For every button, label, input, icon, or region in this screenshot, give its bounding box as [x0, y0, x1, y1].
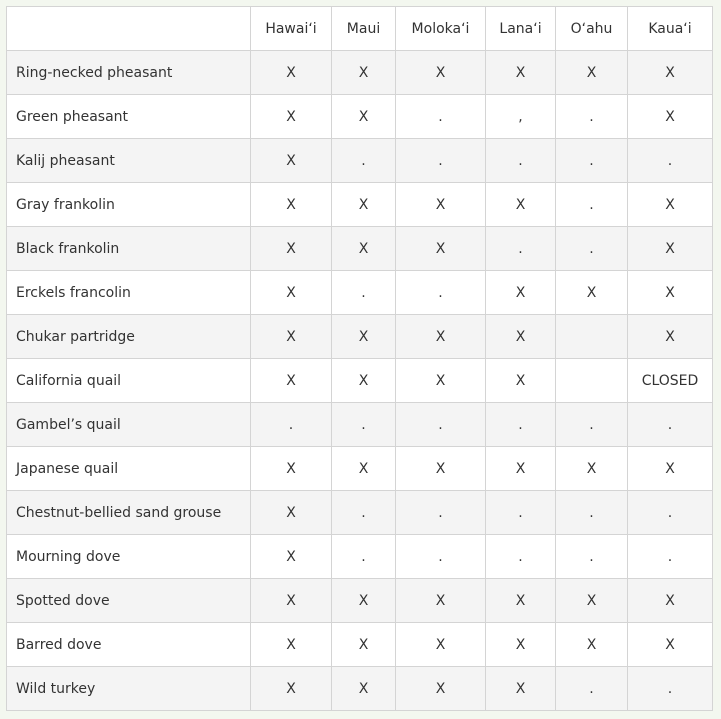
status-cell-kauai: X: [628, 227, 713, 271]
status-cell-maui: .: [332, 491, 396, 535]
status-cell-kauai: X: [628, 447, 713, 491]
status-cell-lanai: .: [486, 535, 556, 579]
species-name-cell: California quail: [7, 359, 251, 403]
status-cell-hawaii: X: [251, 227, 332, 271]
status-cell-hawaii: X: [251, 535, 332, 579]
status-cell-lanai: ,: [486, 95, 556, 139]
status-cell-hawaii: X: [251, 183, 332, 227]
status-cell-lanai: X: [486, 183, 556, 227]
status-cell-maui: X: [332, 359, 396, 403]
status-cell-hawaii: X: [251, 623, 332, 667]
species-name-cell: Black frankolin: [7, 227, 251, 271]
status-cell-kauai: X: [628, 315, 713, 359]
status-cell-oahu: X: [556, 623, 628, 667]
status-cell-lanai: X: [486, 447, 556, 491]
status-cell-kauai: .: [628, 491, 713, 535]
status-cell-hawaii: X: [251, 359, 332, 403]
status-cell-oahu: .: [556, 403, 628, 447]
species-name-cell: Wild turkey: [7, 667, 251, 711]
status-cell-oahu: .: [556, 183, 628, 227]
species-name-cell: Ring-necked pheasant: [7, 51, 251, 95]
status-cell-kauai: X: [628, 95, 713, 139]
status-cell-kauai: .: [628, 139, 713, 183]
header-cell-kauai: Kauaʻi: [628, 7, 713, 51]
status-cell-molokai: .: [396, 139, 486, 183]
status-cell-kauai: X: [628, 623, 713, 667]
header-cell-maui: Maui: [332, 7, 396, 51]
status-cell-oahu: [556, 359, 628, 403]
status-cell-oahu: .: [556, 491, 628, 535]
status-cell-molokai: X: [396, 579, 486, 623]
status-cell-oahu: X: [556, 447, 628, 491]
status-cell-molokai: X: [396, 359, 486, 403]
status-cell-lanai: X: [486, 667, 556, 711]
game-bird-island-table: [6, 6, 713, 711]
status-cell-kauai: CLOSED: [628, 359, 713, 403]
table-row: [7, 271, 713, 315]
status-cell-molokai: X: [396, 447, 486, 491]
status-cell-maui: .: [332, 271, 396, 315]
table-body: [7, 51, 713, 711]
table-row: [7, 51, 713, 95]
status-cell-molokai: X: [396, 623, 486, 667]
status-cell-maui: X: [332, 623, 396, 667]
status-cell-hawaii: X: [251, 51, 332, 95]
table-row: [7, 227, 713, 271]
header-cell-molokai: Molokaʻi: [396, 7, 486, 51]
status-cell-lanai: .: [486, 403, 556, 447]
status-cell-molokai: X: [396, 183, 486, 227]
status-cell-molokai: X: [396, 667, 486, 711]
status-cell-lanai: X: [486, 51, 556, 95]
status-cell-oahu: X: [556, 271, 628, 315]
table-row: [7, 623, 713, 667]
status-cell-molokai: .: [396, 403, 486, 447]
status-cell-maui: .: [332, 139, 396, 183]
status-cell-oahu: .: [556, 667, 628, 711]
species-name-cell: Chestnut-bellied sand grouse: [7, 491, 251, 535]
species-name-cell: Chukar partridge: [7, 315, 251, 359]
status-cell-lanai: X: [486, 579, 556, 623]
header-cell-lanai: Lanaʻi: [486, 7, 556, 51]
species-name-cell: Spotted dove: [7, 579, 251, 623]
table-row: [7, 579, 713, 623]
status-cell-lanai: X: [486, 359, 556, 403]
status-cell-hawaii: X: [251, 95, 332, 139]
status-cell-hawaii: .: [251, 403, 332, 447]
status-cell-oahu: .: [556, 139, 628, 183]
status-cell-hawaii: X: [251, 667, 332, 711]
status-cell-hawaii: X: [251, 271, 332, 315]
table-row: [7, 535, 713, 579]
status-cell-kauai: .: [628, 667, 713, 711]
status-cell-lanai: .: [486, 139, 556, 183]
status-cell-lanai: X: [486, 271, 556, 315]
status-cell-lanai: .: [486, 491, 556, 535]
header-cell-species: [7, 7, 251, 51]
status-cell-lanai: .: [486, 227, 556, 271]
status-cell-kauai: X: [628, 271, 713, 315]
status-cell-oahu: .: [556, 535, 628, 579]
table-row: [7, 139, 713, 183]
status-cell-maui: X: [332, 227, 396, 271]
header-cell-hawaii: Hawaiʻi: [251, 7, 332, 51]
species-name-cell: Japanese quail: [7, 447, 251, 491]
status-cell-molokai: .: [396, 95, 486, 139]
status-cell-molokai: .: [396, 271, 486, 315]
species-name-cell: Gambel’s quail: [7, 403, 251, 447]
status-cell-hawaii: X: [251, 491, 332, 535]
status-cell-molokai: .: [396, 535, 486, 579]
status-cell-kauai: .: [628, 403, 713, 447]
status-cell-molokai: X: [396, 227, 486, 271]
table-row: [7, 491, 713, 535]
status-cell-maui: X: [332, 95, 396, 139]
status-cell-hawaii: X: [251, 447, 332, 491]
status-cell-maui: .: [332, 535, 396, 579]
status-cell-maui: X: [332, 447, 396, 491]
status-cell-lanai: X: [486, 623, 556, 667]
species-name-cell: Mourning dove: [7, 535, 251, 579]
status-cell-kauai: X: [628, 183, 713, 227]
status-cell-hawaii: X: [251, 579, 332, 623]
status-cell-maui: X: [332, 667, 396, 711]
status-cell-maui: X: [332, 579, 396, 623]
species-name-cell: Green pheasant: [7, 95, 251, 139]
status-cell-oahu: X: [556, 579, 628, 623]
table-row: [7, 95, 713, 139]
status-cell-oahu: X: [556, 51, 628, 95]
game-bird-island-table-container: [6, 6, 712, 711]
species-name-cell: Gray frankolin: [7, 183, 251, 227]
status-cell-molokai: X: [396, 51, 486, 95]
header-cell-oahu: Oʻahu: [556, 7, 628, 51]
status-cell-maui: X: [332, 51, 396, 95]
table-row: [7, 183, 713, 227]
status-cell-oahu: .: [556, 95, 628, 139]
status-cell-kauai: .: [628, 535, 713, 579]
status-cell-lanai: X: [486, 315, 556, 359]
status-cell-oahu: .: [556, 227, 628, 271]
species-name-cell: Kalij pheasant: [7, 139, 251, 183]
status-cell-maui: X: [332, 183, 396, 227]
status-cell-molokai: .: [396, 491, 486, 535]
status-cell-hawaii: X: [251, 315, 332, 359]
status-cell-hawaii: X: [251, 139, 332, 183]
table-row: [7, 315, 713, 359]
species-name-cell: Erckels francolin: [7, 271, 251, 315]
table-row: [7, 667, 713, 711]
table-row: [7, 447, 713, 491]
status-cell-oahu: [556, 315, 628, 359]
status-cell-maui: .: [332, 403, 396, 447]
status-cell-kauai: X: [628, 51, 713, 95]
species-name-cell: Barred dove: [7, 623, 251, 667]
status-cell-molokai: X: [396, 315, 486, 359]
table-row: [7, 403, 713, 447]
status-cell-kauai: X: [628, 579, 713, 623]
table-row: [7, 359, 713, 403]
status-cell-maui: X: [332, 315, 396, 359]
table-header-row: [7, 7, 713, 51]
